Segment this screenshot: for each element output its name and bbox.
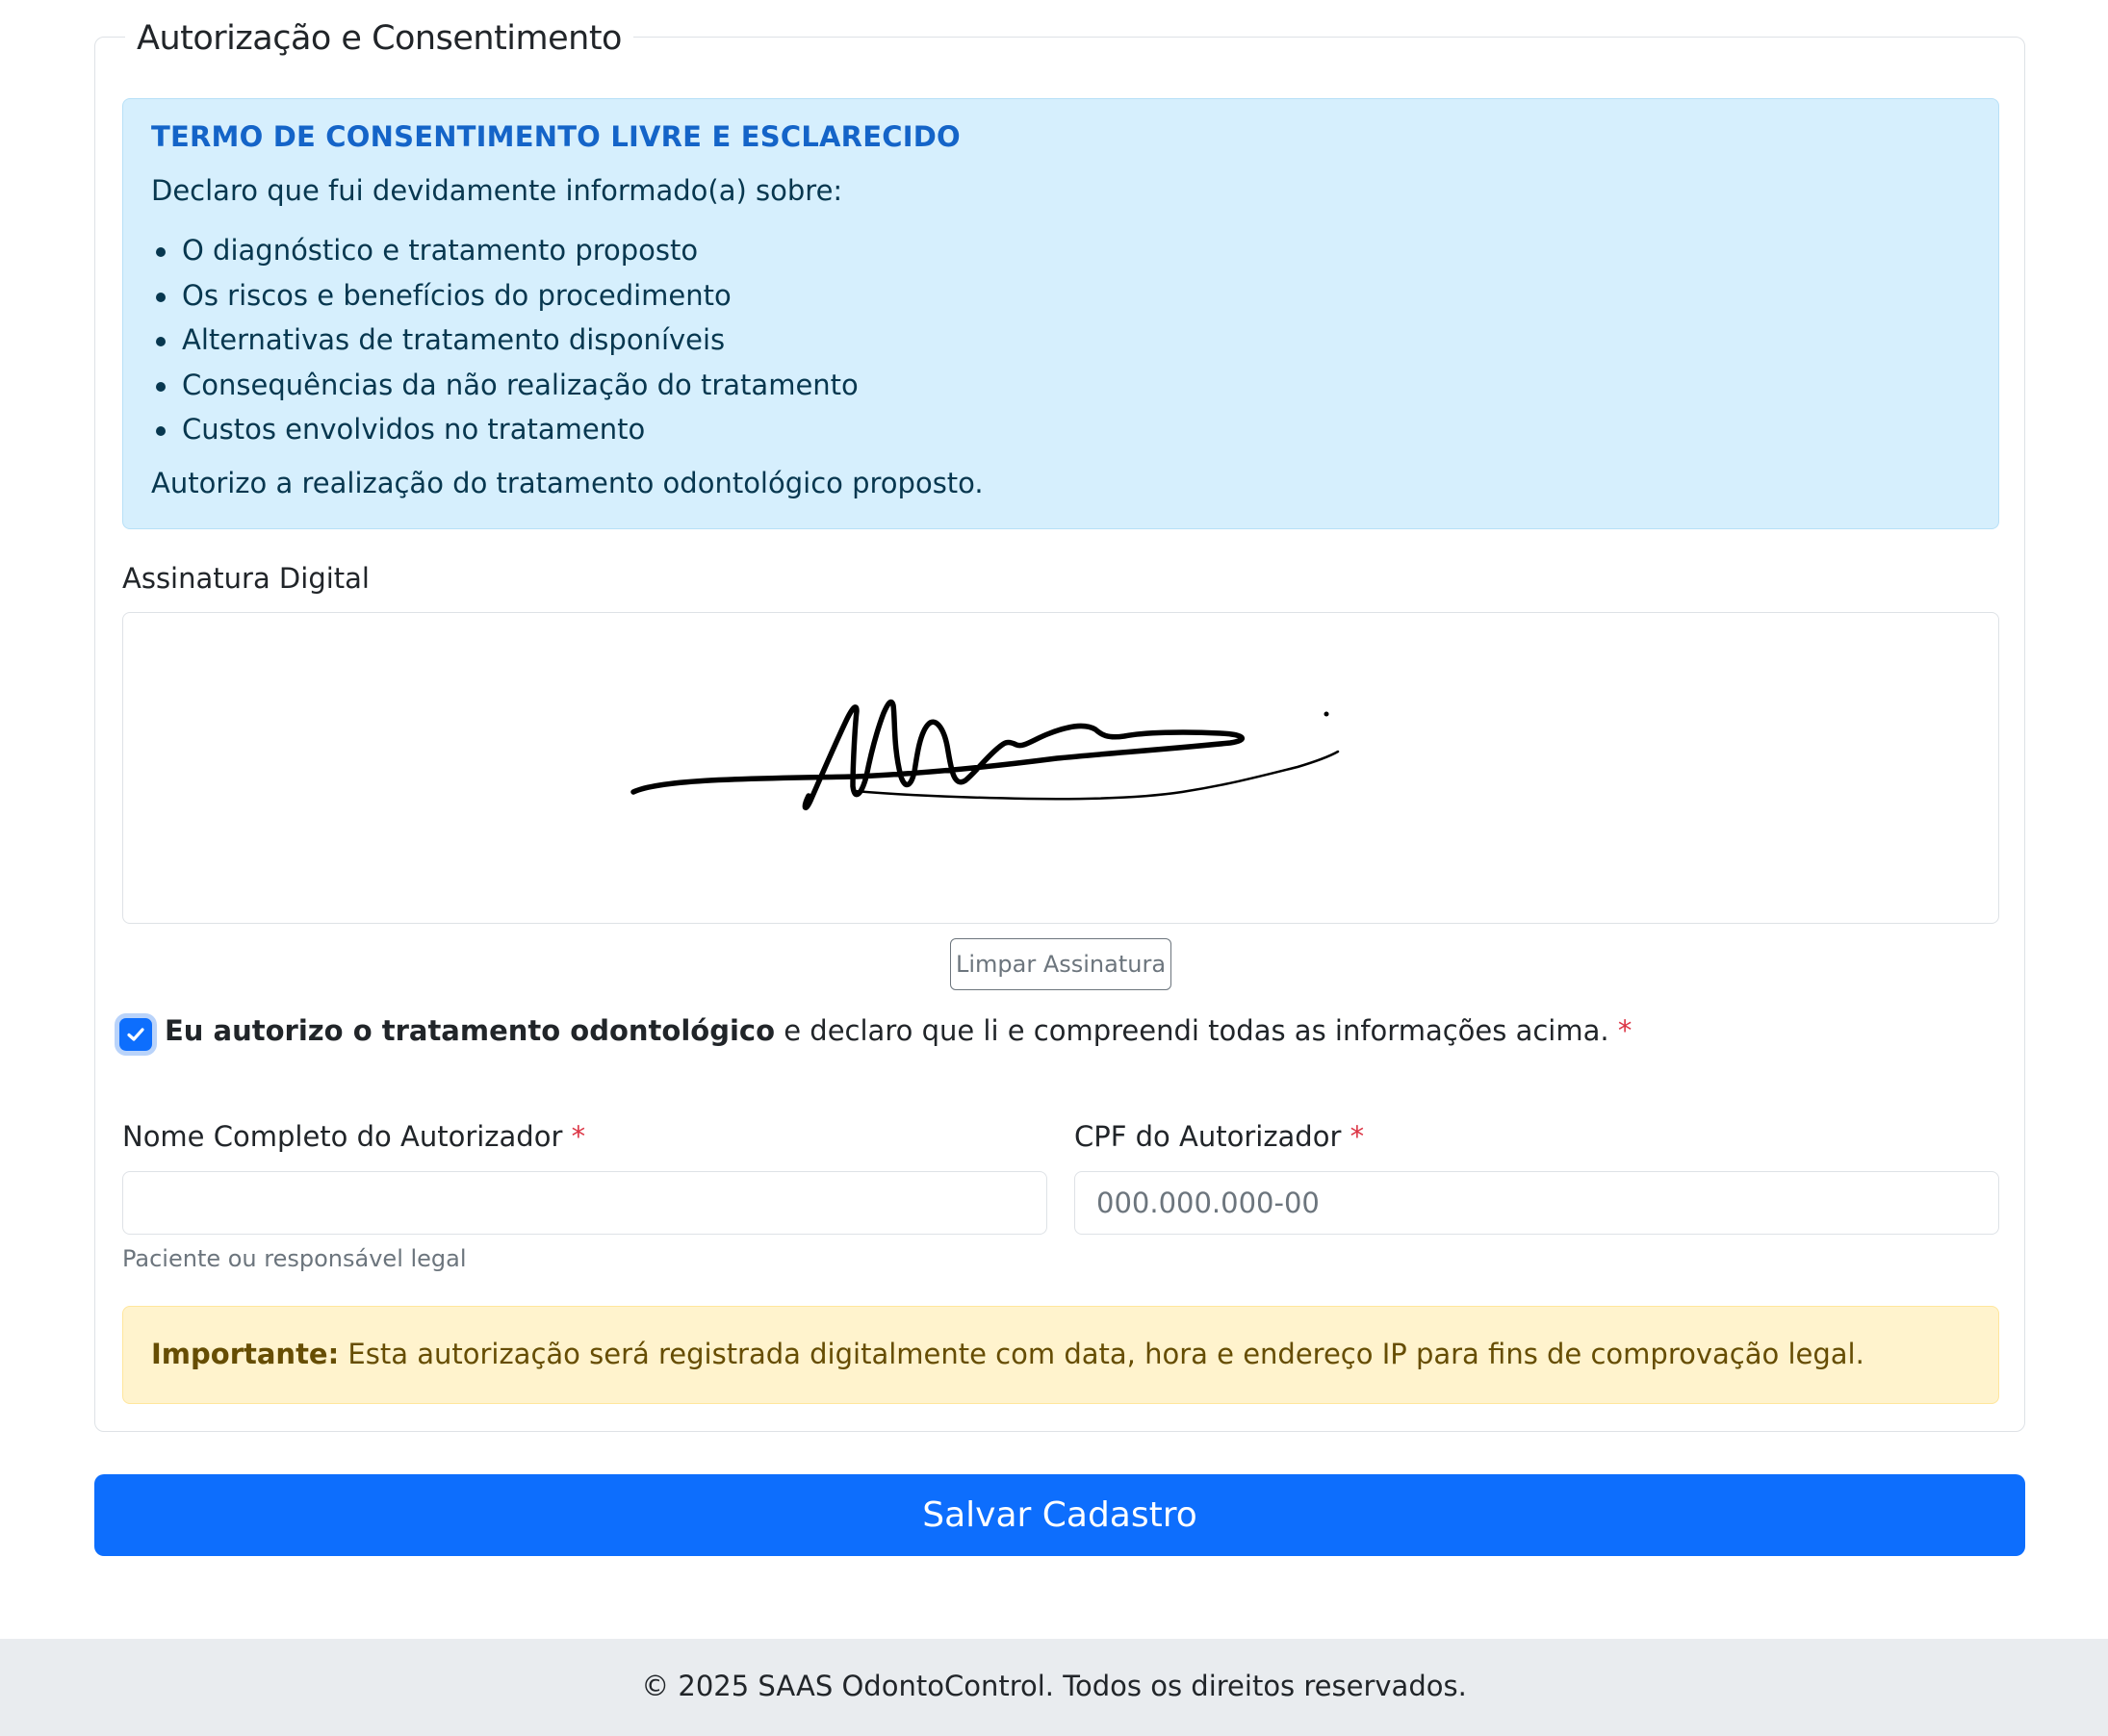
- authorizer-name-input[interactable]: [122, 1171, 1047, 1235]
- required-mark: *: [1350, 1120, 1365, 1153]
- consent-term-box: [122, 98, 1999, 529]
- page-footer: [0, 1639, 2108, 1736]
- authorization-bold-text: Eu autorizo o tratamento odontológico: [165, 1014, 776, 1047]
- consent-term-list: [151, 228, 859, 452]
- required-mark: *: [1617, 1014, 1632, 1047]
- consent-term-item: Alternativas de tratamento disponíveis: [151, 318, 859, 363]
- signature-label: Assinatura Digital: [122, 562, 370, 595]
- consent-term-closing: Autorizo a realização do tratamento odontológico proposto.: [151, 467, 984, 499]
- legal-warning-box: [122, 1306, 1999, 1404]
- authorization-rest-text: e declaro que li e compreendi todas as informações acima.: [775, 1014, 1609, 1047]
- authorizer-cpf-input[interactable]: [1074, 1171, 1999, 1235]
- authorizer-name-help: Paciente ou responsável legal: [122, 1245, 467, 1272]
- footer-copyright: © 2025 SAAS OdontoControl. Todos os direitos reservados.: [641, 1670, 1467, 1702]
- consent-term-item: Consequências da não realização do tratamento: [151, 363, 859, 408]
- legal-warning-body: Esta autorização será registrada digitalmente com data, hora e endereço IP para fins de comprovação legal.: [339, 1338, 1864, 1370]
- legal-warning-text: [151, 1338, 1864, 1370]
- signature-pad[interactable]: [122, 612, 1999, 924]
- authorizer-name-label-text: Nome Completo do Autorizador: [122, 1120, 563, 1153]
- consent-term-item: Custos envolvidos no tratamento: [151, 407, 859, 452]
- legal-warning-strong: Importante:: [151, 1338, 340, 1370]
- save-registration-button[interactable]: Salvar Cadastro: [94, 1474, 2025, 1556]
- signature-drawing: [123, 613, 1997, 922]
- check-icon: [125, 1024, 146, 1045]
- authorizer-name-label: [122, 1120, 585, 1153]
- consent-term-title: TERMO DE CONSENTIMENTO LIVRE E ESCLARECIDO: [151, 120, 961, 153]
- authorization-checkbox-label[interactable]: [165, 1014, 1632, 1047]
- consent-term-intro: Declaro que fui devidamente informado(a) sobre:: [151, 174, 843, 207]
- required-mark: *: [571, 1120, 586, 1153]
- section-legend: Autorização e Consentimento: [125, 13, 633, 64]
- authorization-checkbox[interactable]: [119, 1018, 152, 1051]
- clear-signature-button[interactable]: Limpar Assinatura: [950, 938, 1171, 990]
- consent-term-item: Os riscos e benefícios do procedimento: [151, 273, 859, 319]
- authorizer-cpf-label: [1074, 1120, 1364, 1153]
- authorizer-cpf-label-text: CPF do Autorizador: [1074, 1120, 1342, 1153]
- consent-term-item: O diagnóstico e tratamento proposto: [151, 228, 859, 273]
